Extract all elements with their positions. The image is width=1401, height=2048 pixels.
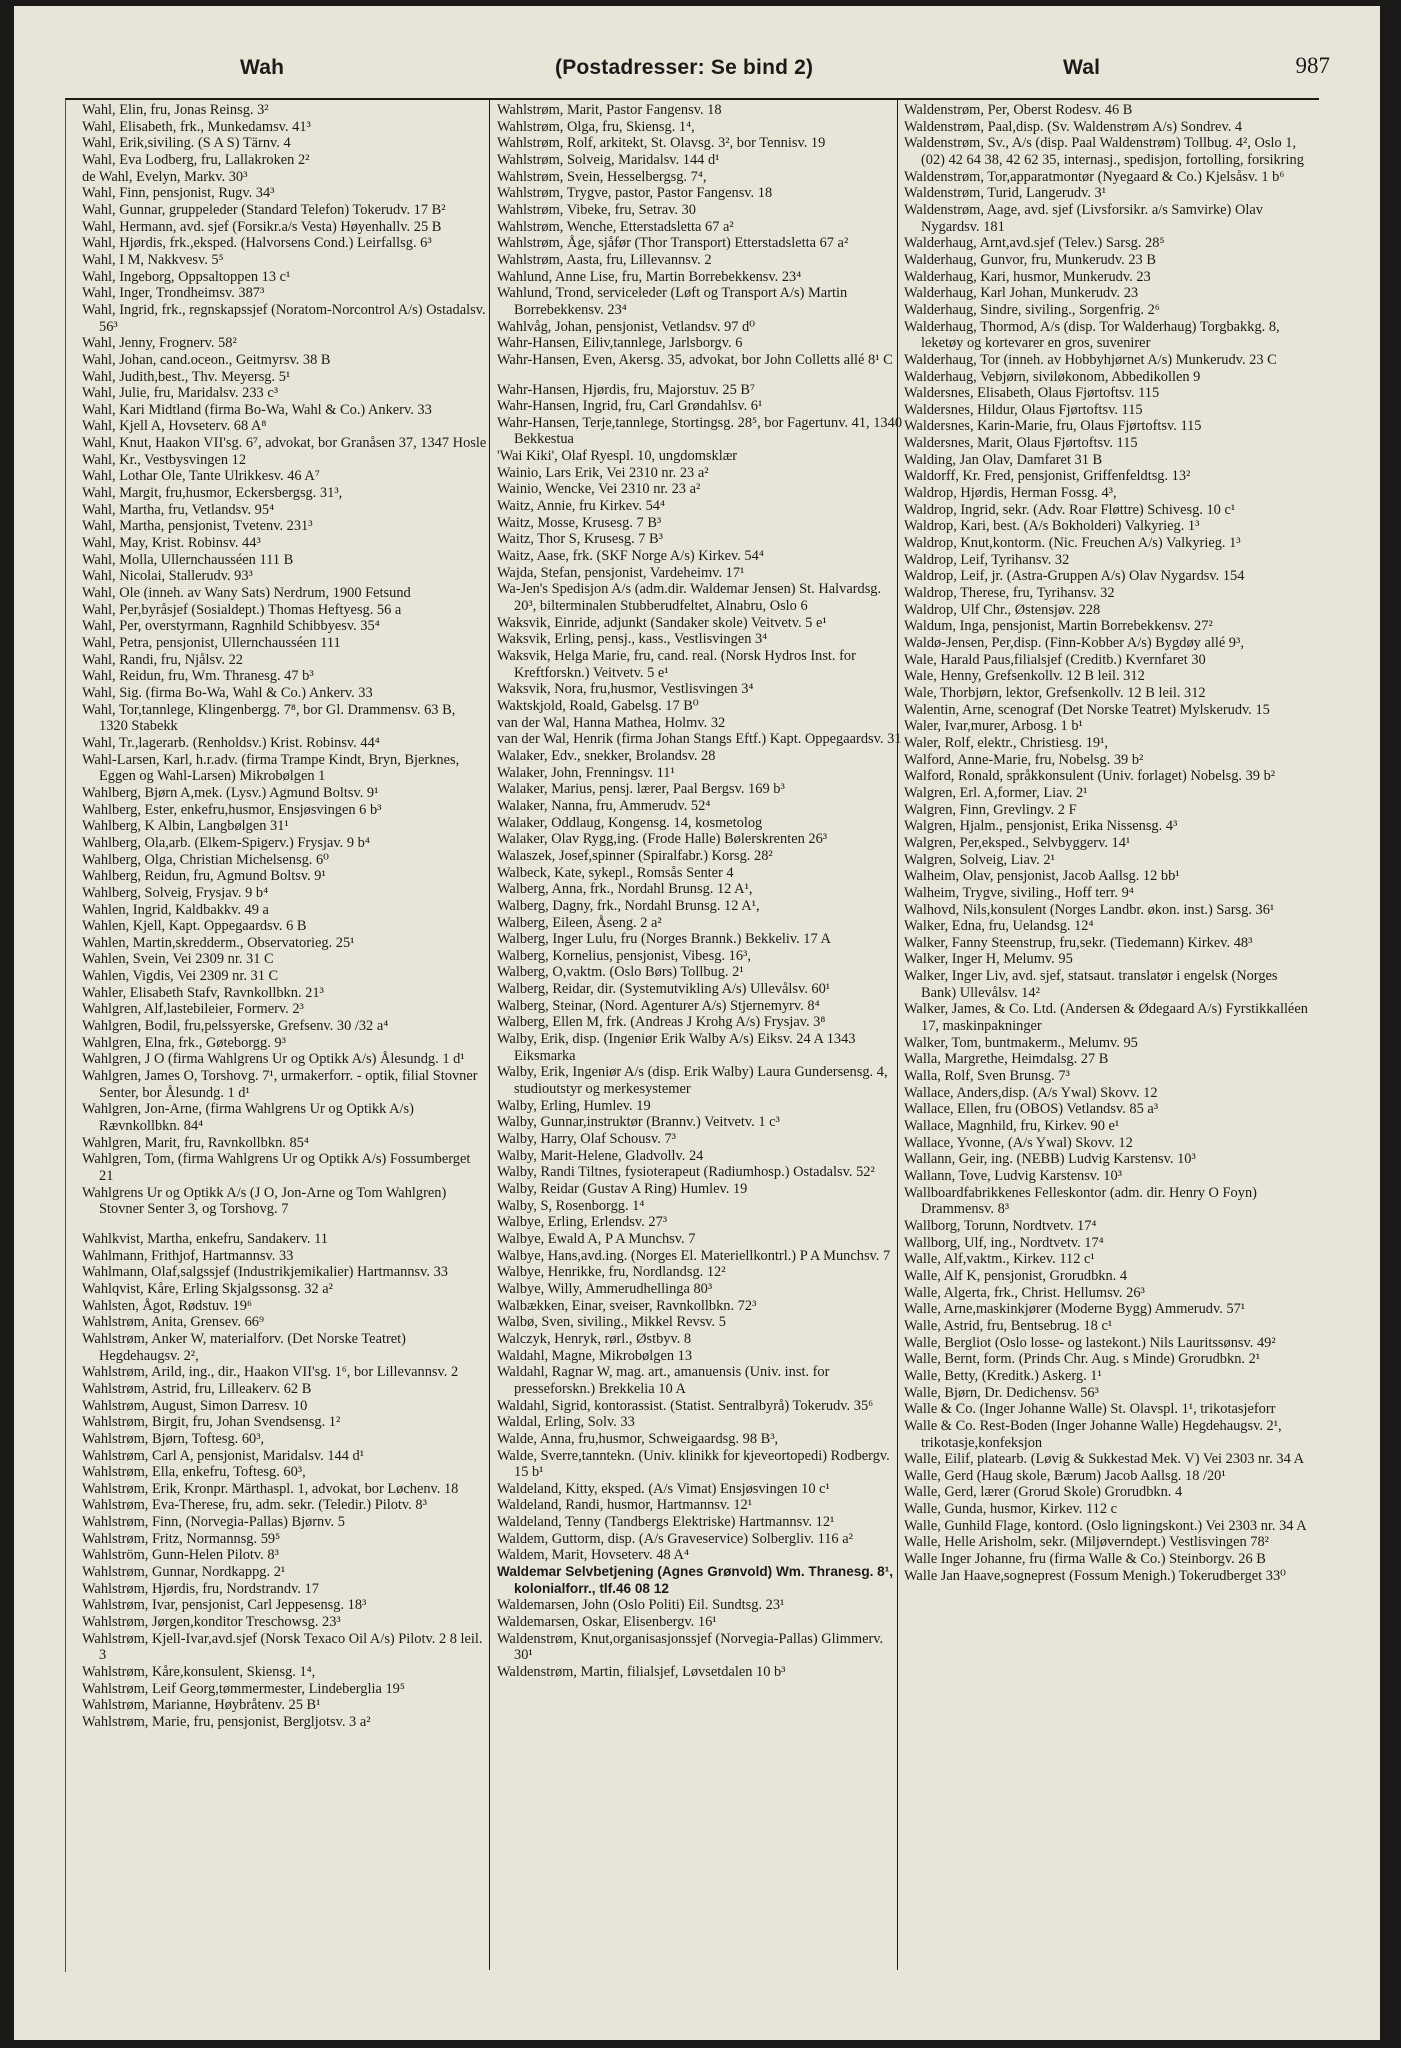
directory-entry: Walby, Erik, disp. (Ingeniør Erik Walby A/s) Eiksv. 24 A 1343 Eiksmarka <box>497 1031 856 1064</box>
directory-entry: Waldersnes, Karin-Marie, fru, Olaus Fjørtoftsv. 115 <box>904 418 1202 435</box>
directory-entry: de Wahl, Evelyn, Markv. 30³ <box>82 168 248 185</box>
directory-entry: Wallann, Geir, ing. (NEBB) Ludvig Karstensv. 10³ <box>904 1151 1196 1168</box>
directory-entry: Wahlen, Martin,skredderm., Observatorieg. 25¹ <box>82 934 355 951</box>
directory-entry: Walbø, Sven, siviling., Mikkel Revsv. 5 <box>497 1314 726 1331</box>
directory-entry: Walby, S, Rosenborgg. 1⁴ <box>497 1197 645 1214</box>
directory-entry: Waldahl, Magne, Mikrobølgen 13 <box>497 1347 693 1364</box>
directory-entry: Wahlstrøm, Bjørn, Toftesg. 60³, <box>82 1430 265 1447</box>
directory-entry: Wahl, Johan, cand.oceon., Geitmyrsv. 38 B <box>82 351 331 368</box>
directory-entry: Wahr-Hansen, Eiliv,tannlege, Jarlsborgv. 6 <box>497 335 743 352</box>
directory-entry: Waldenstrøm, Aage, avd. sjef (Livsforsikr. a/s Samvirke) Olav Nygardsv. 181 <box>904 201 1263 235</box>
directory-entry: Wallace, Ellen, fru (OBOS) Vetlandsv. 85 a³ <box>904 1101 1159 1118</box>
directory-entry: Wahlstrøm, Birgit, fru, Johan Svendsensg. 1² <box>82 1414 341 1431</box>
directory-entry: Wahl, Hjørdis, frk.,eksped. (Halvorsens Cond.) Leirfallsg. 6³ <box>82 235 432 252</box>
directory-entry: Wahlgren, Alf,lastebileier, Formerv. 2³ <box>82 1001 304 1018</box>
directory-entry: Wahr-Hansen, Hjørdis, fru, Majorstuv. 25 B⁷ <box>497 381 756 398</box>
directory-entry: Walczyk, Henryk, rørl., Østbyv. 8 <box>497 1330 692 1347</box>
directory-entry: Wahlen, Svein, Vei 2309 nr. 31 C <box>82 951 274 968</box>
directory-column-3 <box>904 102 1314 1968</box>
directory-entry: Walle & Co. (Inger Johanne Walle) St. Olavspl. 1¹, trikotasjeforr <box>904 1401 1276 1418</box>
directory-entry: Waldrop, Leif, jr. (Astra-Gruppen A/s) Olav Nygardsv. 154 <box>904 568 1245 585</box>
directory-entry: Wahlgren, J O (firma Wahlgrens Ur og Optikk A/s) Ålesundg. 1 d¹ <box>82 1051 465 1068</box>
directory-entry: Wahl, May, Krist. Robinsv. 44³ <box>82 535 261 552</box>
directory-entry: Walderhaug, Tor (inneh. av Hobbyhjørnet A/s) Munkerudv. 23 C <box>904 351 1277 368</box>
directory-entry: Walbye, Ewald A, P A Munchsv. 7 <box>497 1230 696 1247</box>
directory-entry: Wahlen, Ingrid, Kaldbakkv. 49 a <box>82 901 269 918</box>
directory-entry: Wahl, Kjell A, Hovseterv. 68 A⁸ <box>82 418 267 435</box>
directory-entry: Wahl, Elin, fru, Jonas Reinsg. 3² <box>82 102 269 118</box>
directory-entry: Wahlstrøm, Ivar, pensjonist, Carl Jeppesensg. 18³ <box>82 1597 367 1614</box>
directory-entry: Wahl, Ole (inneh. av Wany Sats) Nerdrum, 1900 Fetsund <box>82 585 411 602</box>
directory-entry: Wahl, Gunnar, gruppeleder (Standard Telefon) Tokerudv. 17 B² <box>82 201 446 218</box>
directory-entry: Wahlund, Trond, serviceleder (Løft og Transport A/s) Martin Borrebekkensv. 23⁴ <box>497 285 848 318</box>
directory-entry: Walaker, Marius, pensj. lærer, Paal Bergsv. 169 b³ <box>497 781 785 798</box>
directory-entry: Waldeland, Kitty, eksped. (A/s Vimat) Ensjøsvingen 10 c¹ <box>497 1480 830 1497</box>
directory-entry: van der Wal, Hanna Mathea, Holmv. 32 <box>497 714 726 731</box>
directory-entry: Wahlstrøm, Arild, ing., dir., Haakon VII'sg. 1⁶, bor Lillevannsv. 2 <box>82 1364 459 1381</box>
entry-gap <box>82 1218 487 1231</box>
directory-entry: Wallborg, Ulf, ing., Nordtvetv. 17⁴ <box>904 1234 1104 1251</box>
directory-entry: Walderhaug, Sindre, siviling., Sorgenfrig. 2⁶ <box>904 301 1160 318</box>
directory-entry: Waldenstrøm, Paal,disp. (Sv. Waldenstrøm A/s) Sondrev. 4 <box>904 118 1243 135</box>
directory-entry: Walby, Randi Tiltnes, fysioterapeut (Radiumhosp.) Ostadalsv. 52² <box>497 1164 875 1181</box>
directory-entry: Wajda, Stefan, pensjonist, Vardeheimv. 17¹ <box>497 564 745 581</box>
directory-entry: Waldemarsen, John (Oslo Politi) Eil. Sundtsg. 23¹ <box>497 1597 785 1614</box>
directory-entry: Wahlund, Anne Lise, fru, Martin Borrebekkensv. 23⁴ <box>497 268 802 285</box>
directory-entry: Walle, Algerta, frk., Christ. Hellumsv. 26³ <box>904 1284 1145 1301</box>
directory-entry: Wallace, Magnhild, fru, Kirkev. 90 e¹ <box>904 1118 1120 1135</box>
directory-entry: Walle Inger Johanne, fru (firma Walle & Co.) Steinborgv. 26 B <box>904 1551 1266 1568</box>
directory-entry: Waldenstrøm, Sv., A/s (disp. Paal Waldenstrøm) Tollbug. 4², Oslo 1, (02) 42 64 38, 42 62 35, internasj., spedisjon, fortolling, forsikring <box>904 135 1304 168</box>
directory-entry: Wahl, Per, overstyrmann, Ragnhild Schibbyesv. 35⁴ <box>82 618 380 635</box>
directory-entry: Wahlmann, Frithjof, Hartmannsv. 33 <box>82 1247 294 1264</box>
directory-entry: Walle Jan Haave,sogneprest (Fossum Menigh.) Tokerudberget 33⁰ <box>904 1567 1286 1584</box>
directory-entry: Walheim, Olav, pensjonist, Jacob Aallsg. 12 bb¹ <box>904 868 1180 885</box>
directory-entry: Waldeland, Tenny (Tandbergs Elektriske) Hartmannsv. 12¹ <box>497 1514 835 1531</box>
directory-entry: Wahl, Eva Lodberg, fru, Lallakroken 2² <box>82 151 310 168</box>
directory-entry: Waldeland, Randi, husmor, Hartmannsv. 12¹ <box>497 1497 753 1514</box>
directory-page <box>14 6 1380 2040</box>
directory-entry: Wahl, Petra, pensjonist, Ullernchausséen 111 <box>82 635 341 651</box>
directory-entry: Wahlgren, Bodil, fru,pelssyerske, Grefsenv. 30 /32 a⁴ <box>82 1018 389 1035</box>
entry-gap <box>497 369 903 382</box>
directory-entry: Walaker, Nanna, fru, Ammerudv. 52⁴ <box>497 797 711 814</box>
directory-entry: van der Wal, Henrik (firma Johan Stangs Eftf.) Kapt. Oppegaardsv. 31 <box>497 731 902 748</box>
page-number: 987 <box>1295 53 1330 78</box>
directory-entry: Wahlgrens Ur og Optikk A/s (J O, Jon-Arne og Tom Wahlgren) Stovner Senter 3, og Torshovg. 7 <box>82 1184 447 1218</box>
directory-entry: Walgren, Per,eksped., Selvbyggerv. 14¹ <box>904 834 1131 851</box>
directory-entry: Waitz, Thor S, Krusesg. 7 B³ <box>497 531 663 548</box>
directory-entry: Walker, Fanny Steenstrup, fru,sekr. (Tiedemann) Kirkev. 48³ <box>904 934 1253 951</box>
directory-entry: Walderhaug, Thormod, A/s (disp. Tor Walderhaug) Torgbakkg. 8, leketøy og kortevarer en gros, suvenirer <box>904 318 1280 352</box>
header-center-note: (Postadresser: Se bind 2) <box>555 56 814 79</box>
directory-entry: Walberg, Ellen M, frk. (Andreas J Krohg A/s) Frysjav. 3⁸ <box>497 1014 826 1031</box>
directory-entry: Walgren, Solveig, Liav. 2¹ <box>904 851 1055 868</box>
directory-entry: Wahl, Julie, fru, Maridalsv. 233 c³ <box>82 385 279 402</box>
directory-entry: Walford, Ronald, språkkonsulent (Univ. forlaget) Nobelsg. 39 b² <box>904 768 1276 785</box>
directory-entry: Waldrop, Kari, best. (A/s Bokholderi) Valkyrieg. 1³ <box>904 518 1200 535</box>
directory-entry: Wale, Thorbjørn, lektor, Grefsenkollv. 12 B leil. 312 <box>904 684 1206 701</box>
directory-entry: Walderhaug, Karl Johan, Munkerudv. 23 <box>904 285 1139 302</box>
directory-entry: Wahlstrøm, Finn, (Norvegia-Pallas) Bjørnv. 5 <box>82 1514 345 1531</box>
directory-entry: Waler, Rolf, elektr., Christiesg. 19¹, <box>904 734 1109 751</box>
directory-entry: Waitz, Aase, frk. (SKF Norge A/s) Kirkev. 54⁴ <box>497 548 764 565</box>
directory-entry: Wahl, Elisabeth, frk., Munkedamsv. 41³ <box>82 118 311 135</box>
directory-entry: Wahlberg, Ester, enkefru,husmor, Ensjøsvingen 6 b³ <box>82 801 382 818</box>
directory-entry: Wahlstrøm, Åge, sjåfør (Thor Transport) Etterstadsletta 67 a² <box>497 235 849 252</box>
header-left-keyword: Wah <box>240 56 285 79</box>
directory-entry: Walker, Inger Liv, avd. sjef, statsaut. translatør i engelsk (Norges Bank) Ullevålsv. 14² <box>904 968 1278 1001</box>
directory-entry: Walle, Bernt, form. (Prinds Chr. Aug. s Minde) Grorudbkn. 2¹ <box>904 1351 1261 1368</box>
directory-entry: Wahl, Martha, pensjonist, Tvetenv. 231³ <box>82 518 313 535</box>
directory-entry: Wahl, Per,byråsjef (Sosialdept.) Thomas Heftyesg. 56 a <box>82 601 402 618</box>
directory-entry: Waldem, Guttorm, disp. (A/s Graveservice) Solbergliv. 116 a² <box>497 1530 853 1547</box>
directory-entry: Wahl, Nicolai, Stallerudv. 93³ <box>82 568 253 585</box>
directory-entry: Walby, Harry, Olaf Schousv. 7³ <box>497 1131 676 1148</box>
directory-entry: Wahlstrøm, August, Simon Darresv. 10 <box>82 1397 308 1414</box>
directory-entry: Wahl, Ingrid, frk., regnskapssjef (Noratom-Norcontrol A/s) Ostadalsv. 56³ <box>82 301 486 335</box>
directory-entry: Walbeck, Kate, sykepl., Romsås Senter 4 <box>497 864 734 881</box>
directory-entry: Wahlberg, Reidun, fru, Agmund Boltsv. 9¹ <box>82 868 326 885</box>
directory-entry: Wahlstrøm, Marit, Pastor Fangensv. 18 <box>497 102 722 118</box>
directory-entry: Wahlstrøm, Marie, fru, pensjonist, Bergljotsv. 3 a² <box>82 1714 371 1730</box>
directory-entry: Wahl, Erik,siviling. (S A S) Tärnv. 4 <box>82 135 291 152</box>
directory-entry: Wahlstrøm, Olga, fru, Skiensg. 1⁴, <box>497 118 695 135</box>
directory-entry: Wahl, Molla, Ullernchausséen 111 B <box>82 551 294 568</box>
directory-entry: Walle, Bjørn, Dr. Dedichensv. 56³ <box>904 1384 1099 1401</box>
directory-entry: Wahlstrøm, Leif Georg,tømmermester, Lindeberglia 19⁵ <box>82 1680 405 1697</box>
directory-entry: Wahr-Hansen, Ingrid, fru, Carl Grøndahlsv. 6¹ <box>497 398 763 415</box>
directory-entry: Waldrop, Knut,kontorm. (Nic. Freuchen A/s) Valkyrieg. 1³ <box>904 535 1241 552</box>
directory-entry: Walle, Helle Arisholm, sekr. (Miljøverndept.) Vestlisvingen 78² <box>904 1534 1269 1551</box>
directory-entry: Wahlgren, Tom, (firma Wahlgrens Ur og Optikk A/s) Fossumberget 21 <box>82 1151 471 1184</box>
directory-entry: Waldrop, Therese, fru, Tyrihansv. 32 <box>904 585 1115 602</box>
directory-column-2 <box>497 102 903 1968</box>
directory-entry: Wahlstrøm, Vibeke, fru, Setrav. 30 <box>497 201 697 218</box>
directory-entry: Wahl, Jenny, Frognerv. 58² <box>82 335 237 352</box>
directory-entry: Walby, Gunnar,instruktør (Brannv.) Veitvetv. 1 c³ <box>497 1114 780 1131</box>
directory-entry: Wahl, Randi, fru, Njålsv. 22 <box>82 651 243 668</box>
directory-entry: Waldø-Jensen, Per,disp. (Finn-Kobber A/s) Bygdøy allé 9³, <box>904 635 1244 651</box>
directory-entry: Waktskjold, Roald, Gabelsg. 17 B⁰ <box>497 697 699 714</box>
directory-entry: Waldum, Inga, pensjonist, Martin Borrebekkensv. 27² <box>904 618 1213 635</box>
directory-entry: Wahl, Tor,tannlege, Klingenbergg. 7⁸, bor Gl. Drammensv. 63 B, 1320 Stabekk <box>82 701 456 735</box>
directory-entry: Walberg, Anna, frk., Nordahl Brunsg. 12 A¹, <box>497 881 753 898</box>
directory-entry: Walhovd, Nils,konsulent (Norges Landbr. økon. inst.) Sarsg. 36¹ <box>904 901 1275 918</box>
directory-entry: Wahl, Tr.,lagerarb. (Renholdsv.) Krist. Robinsv. 44⁴ <box>82 734 380 751</box>
directory-entry: Wahlgren, Elna, frk., Gøteborgg. 9³ <box>82 1034 286 1051</box>
directory-entry: Wahlstrøm, Rolf, arkitekt, St. Olavsg. 3², bor Tennisv. 19 <box>497 135 826 152</box>
directory-entry: Wahlstrøm, Hjørdis, fru, Nordstrandv. 17 <box>82 1580 319 1597</box>
directory-entry: Wahlgren, Marit, fru, Ravnkollbkn. 85⁴ <box>82 1134 309 1151</box>
directory-entry: Wahlberg, K Albin, Langbølgen 31¹ <box>82 818 289 835</box>
directory-entry: Walle, Gerd (Haug skole, Bærum) Jacob Aallsg. 18 /20¹ <box>904 1467 1226 1484</box>
directory-entry: Wahlberg, Solveig, Frysjav. 9 b⁴ <box>82 884 269 901</box>
directory-entry: Wahl, Judith,best., Thv. Meyersg. 5¹ <box>82 368 291 385</box>
directory-entry: Wahl-Larsen, Karl, h.r.adv. (firma Trampe Kindt, Bryn, Bjerknes, Eggen og Wahl-Larsen) Mikrobølgen 1 <box>82 751 460 785</box>
directory-entry: Waler, Ivar,murer, Arbosg. 1 b¹ <box>904 718 1083 735</box>
directory-entry: Walle, Alf K, pensjonist, Grorudbkn. 4 <box>904 1267 1128 1284</box>
directory-entry: Walle, Bergliot (Oslo losse- og lastekont.) Nils Lauritssønsv. 49² <box>904 1334 1276 1351</box>
directory-entry: Wahlvåg, Johan, pensjonist, Vetlandsv. 97 d⁰ <box>497 318 756 335</box>
directory-entry: Walaszek, Josef,spinner (Spiralfabr.) Korsg. 28² <box>497 847 773 864</box>
directory-entry: Wahlberg, Ola,arb. (Elkem-Spigerv.) Frysjav. 9 b⁴ <box>82 834 370 851</box>
directory-entry: Wahl, Kari Midtland (firma Bo-Wa, Wahl & Co.) Ankerv. 33 <box>82 401 432 418</box>
directory-entry: Walby, Erik, Ingeniør A/s (disp. Erik Walby) Laura Gundersensg. 4, studioutstyr og merkesystemer <box>497 1064 888 1098</box>
directory-entry: Walderhaug, Gunvor, fru, Munkerudv. 23 B <box>904 251 1156 268</box>
directory-entry: Waldem, Marit, Hovseterv. 48 A⁴ <box>497 1547 689 1564</box>
directory-entry: Walle & Co. Rest-Boden (Inger Johanne Walle) Hegdehaugsv. 2¹, trikotasje,konfeksjon <box>904 1417 1282 1451</box>
directory-entry: Walker, Tom, buntmakerm., Melumv. 95 <box>904 1034 1138 1051</box>
directory-entry: Walgren, Hjalm., pensjonist, Erika Nissensg. 4³ <box>904 818 1178 835</box>
directory-entry: Walheim, Trygve, siviling., Hoff terr. 9⁴ <box>904 884 1134 901</box>
directory-entry: Waldemar Selvbetjening (Agnes Grønvold) Wm. Thranesg. 8¹, kolonialforr., tlf.46 08 12 <box>497 1564 894 1596</box>
directory-entry: Walberg, Reidar, dir. (Systemutvikling A/s) Ullevålsv. 60¹ <box>497 981 831 998</box>
directory-entry: Walle, Astrid, fru, Bentsebrug. 18 c¹ <box>904 1317 1113 1334</box>
directory-entry: Wahl, Reidun, fru, Wm. Thranesg. 47 b³ <box>82 668 314 685</box>
directory-entry: Waldrop, Hjørdis, Herman Fossg. 4³, <box>904 485 1117 502</box>
directory-entry: Wa-Jen's Spedisjon A/s (adm.dir. Waldemar Jensen) St. Halvardsg. 20³, bilterminalen Stubberudfeltet, Alnabru, Oslo 6 <box>497 581 882 615</box>
directory-entry: Walle, Alf,vaktm., Kirkev. 112 c¹ <box>904 1251 1095 1268</box>
directory-entry: Walle, Gunhild Flage, kontord. (Oslo ligningskont.) Vei 2303 nr. 34 A <box>904 1517 1307 1534</box>
directory-entry: Walaker, John, Frenningsv. 11¹ <box>497 764 675 781</box>
directory-entry: Wahlstrøm, Carl A, pensjonist, Maridalsv. 144 d¹ <box>82 1447 365 1464</box>
directory-entry: Waksvik, Einride, adjunkt (Sandaker skole) Veitvetv. 5 e¹ <box>497 614 827 631</box>
directory-entry: Walgren, Erl. A,former, Liav. 2¹ <box>904 784 1088 801</box>
directory-entry: Wahlstrøm, Ella, enkefru, Toftesg. 60³, <box>82 1464 306 1481</box>
directory-entry: Walberg, Dagny, frk., Nordahl Brunsg. 12 A¹, <box>497 897 760 914</box>
directory-entry: Walbye, Henrikke, fru, Nordlandsg. 12² <box>497 1264 726 1281</box>
directory-entry: Wahl, Finn, pensjonist, Rugv. 34³ <box>82 185 275 202</box>
directory-entry: Wahlen, Kjell, Kapt. Oppegaardsv. 6 B <box>82 918 307 935</box>
directory-entry: Waitz, Annie, fru Kirkev. 54⁴ <box>497 498 665 515</box>
directory-entry: Wahl, Kr., Vestbysvingen 12 <box>82 451 247 468</box>
directory-entry: Wainio, Wencke, Vei 2310 nr. 23 a² <box>497 481 701 498</box>
directory-entry: Wahl, Hermann, avd. sjef (Forsikr.a/s Vesta) Høyenhallv. 25 B <box>82 218 442 235</box>
directory-entry: Wahlström, Gunn-Helen Pilotv. 8³ <box>82 1547 279 1564</box>
directory-entry: Waldahl, Sigrid, kontorassist. (Statist. Sentralbyrå) Tokerudv. 35⁶ <box>497 1397 874 1414</box>
directory-entry: Wahl, Knut, Haakon VII'sg. 6⁷, advokat, bor Granåsen 37, 1347 Hosle <box>82 435 487 452</box>
directory-entry: Walberg, Kornelius, pensjonist, Vibesg. 16³, <box>497 947 751 964</box>
directory-entry: Walderhaug, Kari, husmor, Munkerudv. 23 <box>904 268 1151 285</box>
directory-entry: Walle, Gunda, husmor, Kirkev. 112 c <box>904 1501 1118 1518</box>
directory-entry: Walberg, O,vaktm. (Oslo Børs) Tollbug. 2¹ <box>497 964 744 981</box>
directory-entry: Wahlberg, Olga, Christian Michelsensg. 6⁰ <box>82 851 329 868</box>
directory-entry: Wahlstrøm, Aasta, fru, Lillevannsv. 2 <box>497 251 712 268</box>
directory-entry: Waldrop, Ingrid, sekr. (Adv. Roar Fløttre) Schivesg. 10 c¹ <box>904 501 1236 518</box>
directory-entry: Wahlstrøm, Wenche, Etterstadsletta 67 a² <box>497 218 734 235</box>
directory-entry: Waldahl, Ragnar W, mag. art., amanuensis (Univ. inst. for presseforskn.) Brekkelia 10 A <box>497 1364 830 1397</box>
directory-entry: Wahlen, Vigdis, Vei 2309 nr. 31 C <box>82 968 279 985</box>
directory-entry: Walbækken, Einar, sveiser, Ravnkollbkn. 72³ <box>497 1297 757 1314</box>
directory-entry: Wahlstrøm, Anker W, materialforv. (Det Norske Teatret) Hegdehaugsv. 2², <box>82 1330 406 1364</box>
directory-entry: Wahl, Margit, fru,husmor, Eckersbergsg. 31³, <box>82 485 343 502</box>
directory-entry: Waksvik, Erling, pensj., kass., Vestlisvingen 3⁴ <box>497 631 768 648</box>
directory-entry: Wahlkvist, Martha, enkefru, Sandakerv. 11 <box>82 1230 328 1247</box>
directory-entry: Walgren, Finn, Grevlingv. 2 F <box>904 801 1077 818</box>
directory-entry: Wahlstrøm, Jørgen,konditor Treschowsg. 23³ <box>82 1614 341 1631</box>
directory-entry: Walberg, Eileen, Åseng. 2 a² <box>497 914 662 931</box>
directory-entry: Walberg, Inger Lulu, fru (Norges Brannk.) Bekkeliv. 17 A <box>497 931 831 948</box>
directory-entry: Wainio, Lars Erik, Vei 2310 nr. 23 a² <box>497 464 709 481</box>
directory-entry: Wahlstrøm, Kåre,konsulent, Skiensg. 1⁴, <box>82 1664 316 1681</box>
directory-entry: Walentin, Arne, scenograf (Det Norske Teatret) Mylskerudv. 15 <box>904 701 1270 718</box>
directory-entry: Walla, Rolf, Sven Brunsg. 7³ <box>904 1068 1070 1085</box>
directory-entry: Wahr-Hansen, Terje,tannlege, Stortingsg. 28⁵, bor Fagertunv. 41, 1340 Bekkestua <box>497 414 903 448</box>
directory-entry: Waldemarsen, Oskar, Elisenbergv. 16¹ <box>497 1614 717 1631</box>
directory-entry: Walker, Inger H, Melumv. 95 <box>904 951 1073 968</box>
directory-entry: Walaker, Oddlaug, Kongensg. 14, kosmetolog <box>497 814 763 831</box>
directory-entry: Wahlsten, Ågot, Rødstuv. 19⁶ <box>82 1297 253 1314</box>
directory-entry: Walberg, Steinar, (Nord. Agenturer A/s) Stjernemyrv. 8⁴ <box>497 997 820 1014</box>
directory-entry: Walbye, Erling, Erlendsv. 27³ <box>497 1214 668 1231</box>
column-divider <box>489 100 490 1970</box>
directory-entry: Wahlstrøm, Solveig, Maridalsv. 144 d¹ <box>497 151 720 168</box>
directory-entry: Walle, Betty, (Kreditk.) Askerg. 1¹ <box>904 1367 1102 1384</box>
directory-entry: Walaker, Olav Rygg,ing. (Frode Halle) Bølerskrenten 26³ <box>497 831 828 848</box>
directory-entry: Wahl, Lothar Ole, Tante Ulrikkesv. 46 A⁷ <box>82 468 320 485</box>
directory-entry: Wallboardfabrikkenes Felleskontor (adm. dir. Henry O Foyn) Drammensv. 8³ <box>904 1184 1257 1218</box>
directory-entry: Wahlstrøm, Erik, Kronpr. Märthaspl. 1, advokat, bor Løchenv. 18 <box>82 1480 459 1497</box>
directory-entry: Waldenstrøm, Tor,apparatmontør (Nyegaard & Co.) Kjelsåsv. 1 b⁶ <box>904 168 1285 185</box>
directory-entry: Waldorff, Kr. Fred, pensjonist, Griffenfeldtsg. 13² <box>904 468 1191 485</box>
directory-entry: Wahlberg, Bjørn A,mek. (Lysv.) Agmund Boltsv. 9¹ <box>82 784 379 801</box>
directory-entry: Wallace, Anders,disp. (A/s Ywal) Skovv. 12 <box>904 1084 1158 1101</box>
directory-entry: Wahlstrøm, Astrid, fru, Lilleakerv. 62 B <box>82 1380 312 1397</box>
directory-entry: Waldersnes, Marit, Olaus Fjørtoftsv. 115 <box>904 435 1138 452</box>
directory-entry: Walderhaug, Arnt,avd.sjef (Telev.) Sarsg. 28⁵ <box>904 235 1165 252</box>
directory-entry: Walby, Erling, Humlev. 19 <box>497 1097 651 1114</box>
directory-entry: Wahlgren, Jon-Arne, (firma Wahlgrens Ur og Optikk A/s) Rævnkollbkn. 84⁴ <box>82 1101 414 1135</box>
directory-entry: Waldenstrøm, Turid, Langerudv. 3¹ <box>904 185 1107 202</box>
directory-entry: Walker, James, & Co. Ltd. (Andersen & Ødegaard A/s) Fyrstikkalléen 17, maskinpakninger <box>904 1001 1308 1035</box>
directory-entry: Walde, Sverre,tanntekn. (Univ. klinikk for kjeveortopedi) Rodbergv. 15 b¹ <box>497 1447 890 1481</box>
directory-entry: Walby, Reidar (Gustav A Ring) Humlev. 19 <box>497 1181 748 1197</box>
directory-entry: Walker, Edna, fru, Uelandsg. 12⁴ <box>904 918 1094 935</box>
directory-entry: Wahlstrøm, Kjell-Ivar,avd.sjef (Norsk Texaco Oil A/s) Pilotv. 2 8 leil. 3 <box>82 1630 483 1664</box>
directory-entry: Waitz, Mosse, Krusesg. 7 B³ <box>497 514 662 531</box>
directory-entry: Wahlstrøm, Fritz, Normannsg. 59⁵ <box>82 1530 281 1547</box>
directory-entry: Walford, Anne-Marie, fru, Nobelsg. 39 b² <box>904 751 1144 768</box>
directory-entry: Wahlstrøm, Marianne, Høybråtenv. 25 B¹ <box>82 1697 321 1714</box>
directory-entry: Walding, Jan Olav, Damfaret 31 B <box>904 451 1103 468</box>
directory-entry: Waldersnes, Elisabeth, Olaus Fjørtoftsv. 115 <box>904 385 1160 402</box>
directory-entry: Wahl, Martha, fru, Vetlandsv. 95⁴ <box>82 501 275 518</box>
directory-entry: Waldersnes, Hildur, Olaus Fjørtoftsv. 115 <box>904 401 1143 418</box>
directory-entry: Wahlstrøm, Gunnar, Nordkappg. 2¹ <box>82 1564 286 1581</box>
directory-entry: Wahr-Hansen, Even, Akersg. 35, advokat, bor John Colletts allé 8¹ C <box>497 351 893 368</box>
directory-entry: Wahl, Sig. (firma Bo-Wa, Wahl & Co.) Ankerv. 33 <box>82 684 373 701</box>
directory-entry: Waldrop, Ulf Chr., Østensjøv. 228 <box>904 601 1101 618</box>
directory-entry: Wale, Harald Paus,filialsjef (Creditb.) Kvernfaret 30 <box>904 651 1206 668</box>
directory-entry: Waldenstrøm, Knut,organisasjonssjef (Norvegia-Pallas) Glimmerv. 30¹ <box>497 1630 884 1664</box>
directory-entry: Wahlqvist, Kåre, Erling Skjalgssonsg. 32 a² <box>82 1280 333 1297</box>
directory-entry: 'Wai Kiki', Olaf Ryespl. 10, ungdomsklær <box>497 448 738 465</box>
directory-entry: Waksvik, Helga Marie, fru, cand. real. (Norsk Hydros Inst. for Kreftforskn.) Veitvetv. 5 e¹ <box>497 648 856 681</box>
directory-entry: Wahlstrøm, Anita, Grensev. 66⁹ <box>82 1314 264 1331</box>
directory-entry: Walbye, Hans,avd.ing. (Norges El. Materiellkontrl.) P A Munchsv. 7 <box>497 1247 891 1264</box>
directory-entry: Waldal, Erling, Solv. 33 <box>497 1414 635 1431</box>
directory-entry: Wahlstrøm, Svein, Hesselbergsg. 7⁴, <box>497 168 707 185</box>
directory-entry: Wahler, Elisabeth Stafv, Ravnkollbkn. 21³ <box>82 984 324 1001</box>
directory-entry: Wahlmann, Olaf,salgssjef (Industrikjemikalier) Hartmannsv. 33 <box>82 1264 448 1281</box>
directory-entry: Walle, Arne,maskinkjører (Moderne Bygg) Ammerudv. 57¹ <box>904 1301 1246 1318</box>
directory-entry: Walle, Eilif, platearb. (Løvig & Sukkestad Mek. V) Vei 2303 nr. 34 A <box>904 1451 1304 1468</box>
directory-column-1 <box>82 102 487 1968</box>
directory-entry: Wahlstrøm, Trygve, pastor, Pastor Fangensv. 18 <box>497 185 773 202</box>
directory-entry: Waldrop, Leif, Tyrihansv. 32 <box>904 551 1070 568</box>
header-right-keyword: Wal <box>1063 56 1101 79</box>
directory-entry: Wahl, Ingeborg, Oppsaltoppen 13 c¹ <box>82 268 291 285</box>
directory-entry: Wahlgren, James O, Torshovg. 7¹, urmakerforr. - optik, filial Stovner Senter, bor Ålesundg. 1 d¹ <box>82 1068 478 1101</box>
directory-entry: Wallace, Yvonne, (A/s Ywal) Skovv. 12 <box>904 1134 1133 1151</box>
directory-entry: Walaker, Edv., snekker, Brolandsv. 28 <box>497 747 716 764</box>
directory-entry: Wallborg, Torunn, Nordtvetv. 17⁴ <box>904 1217 1097 1234</box>
directory-entry: Waldenstrøm, Martin, filialsjef, Løvsetdalen 10 b³ <box>497 1664 786 1681</box>
directory-entry: Walla, Margrethe, Heimdalsg. 27 B <box>904 1051 1109 1068</box>
directory-entry: Walby, Marit-Helene, Gladvollv. 24 <box>497 1147 704 1164</box>
directory-entry: Walde, Anna, fru,husmor, Schweigaardsg. 98 B³, <box>497 1430 779 1447</box>
directory-entry: Walle, Gerd, lærer (Grorud Skole) Grorudbkn. 4 <box>904 1484 1183 1501</box>
directory-entry: Wahl, Inger, Trondheimsv. 387³ <box>82 285 265 302</box>
directory-entry: Wallann, Tove, Ludvig Karstensv. 10³ <box>904 1168 1122 1184</box>
directory-entry: Wahl, I M, Nakkvesv. 5⁵ <box>82 251 224 268</box>
directory-entry: Walbye, Willy, Ammerudhellinga 80³ <box>497 1280 713 1297</box>
directory-entry: Walderhaug, Vebjørn, siviløkonom, Abbedikollen 9 <box>904 368 1201 385</box>
directory-entry: Waldenstrøm, Per, Oberst Rodesv. 46 B <box>904 102 1133 118</box>
directory-entry: Waksvik, Nora, fru,husmor, Vestlisvingen 3⁴ <box>497 681 754 698</box>
directory-entry: Wale, Henny, Grefsenkollv. 12 B leil. 312 <box>904 668 1145 685</box>
directory-entry: Wahlstrøm, Eva-Therese, fru, adm. sekr. (Teledir.) Pilotv. 8³ <box>82 1497 427 1514</box>
